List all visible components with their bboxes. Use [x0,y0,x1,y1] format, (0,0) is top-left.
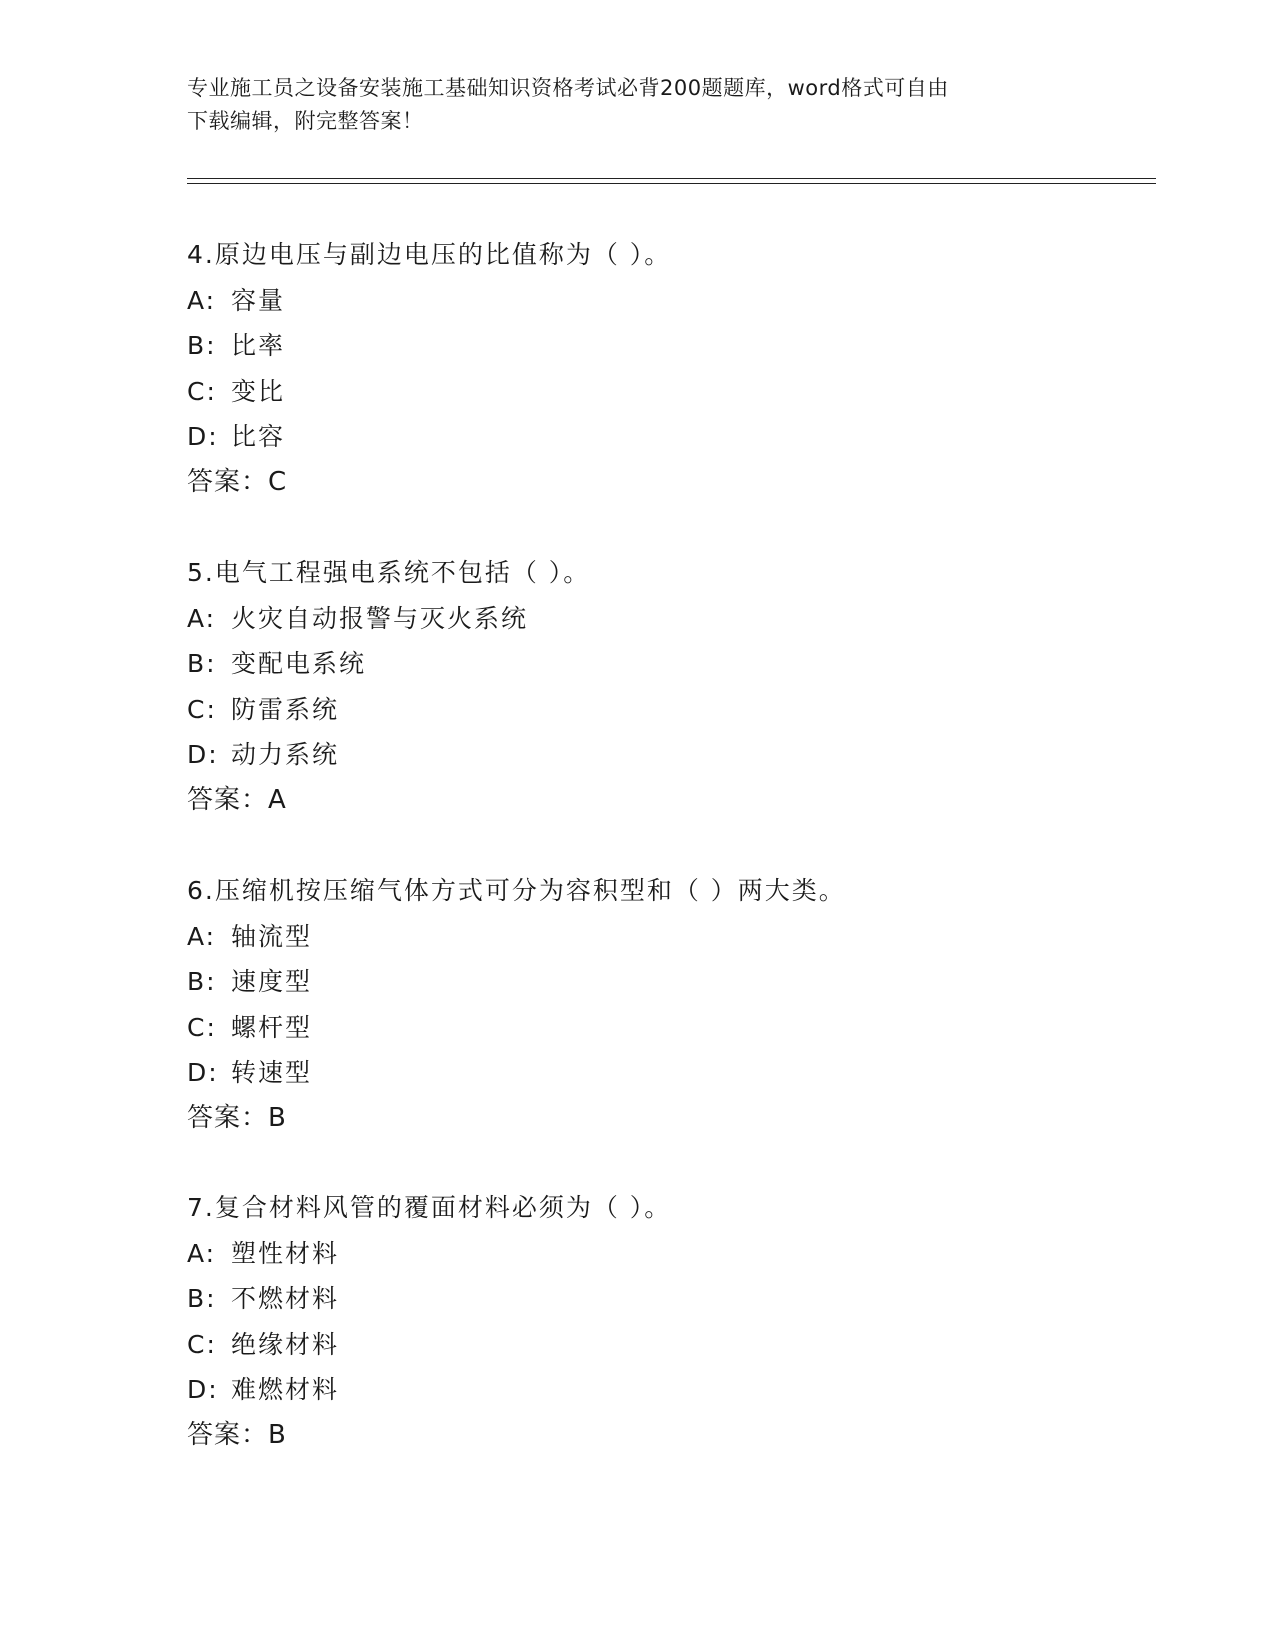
option-text: 变配电系统 [231,649,367,678]
option-text: 不燃材料 [231,1284,340,1313]
option-text: 绝缘材料 [231,1329,340,1359]
option-a [187,278,1087,324]
option-text: 转速型 [231,1058,313,1087]
option-a [187,596,1087,642]
header-line-1: 专业施工员之设备安装施工基础知识资格考试必背200题题库，word格式可自由 [187,76,949,100]
option-text: 比容 [231,422,286,451]
question-block [187,868,1087,1141]
answer-line: 答案：C [187,466,288,497]
question-stem: 6.压缩机按压缩气体方式可分为容积型和（ ）两大类。 [187,876,846,905]
option-text: 轴流型 [231,921,313,951]
header-divider-top [187,178,1156,179]
question-stem: 7.复合材料风管的覆面材料必须为（ ）。 [187,1193,672,1222]
option-letter: C: [187,694,217,724]
header-line-2: 下载编辑，附完整答案！ [187,109,424,133]
option-c [187,687,1087,733]
header-divider-bottom [187,183,1156,184]
option-a [187,1231,1087,1277]
option-letter: A: [187,285,217,315]
option-letter: B: [187,967,217,996]
option-d [187,1050,1087,1096]
option-b [187,1276,1087,1322]
option-letter: D: [187,740,219,769]
option-text: 难燃材料 [231,1375,340,1404]
option-letter: B: [187,331,217,360]
question-stem: 4.原边电压与副边电压的比值称为（ ）。 [187,240,672,269]
option-b [187,959,1087,1005]
option-c [187,369,1087,415]
option-d [187,1367,1087,1413]
option-text: 防雷系统 [231,694,340,724]
option-letter: D: [187,422,219,451]
option-c [187,1005,1087,1051]
option-text: 塑性材料 [231,1238,340,1268]
answer-line: 答案：B [187,1419,287,1450]
question-stem: 5.电气工程强电系统不包括（ ）。 [187,558,591,587]
option-letter: C: [187,1012,217,1042]
option-text: 速度型 [231,967,313,996]
document-header [187,72,1067,138]
option-text: 容量 [231,285,286,315]
option-letter: B: [187,1284,217,1313]
option-b [187,641,1087,687]
option-d [187,414,1087,460]
option-d [187,732,1087,778]
option-letter: D: [187,1058,219,1087]
option-letter: C: [187,1329,217,1359]
option-letter: D: [187,1375,219,1404]
answer-line: 答案：B [187,1102,287,1133]
option-letter: C: [187,376,217,406]
option-text: 螺杆型 [231,1012,313,1042]
option-letter: A: [187,603,217,633]
option-b [187,323,1087,369]
option-text: 比率 [231,331,286,360]
option-a [187,914,1087,960]
option-text: 动力系统 [231,740,340,769]
option-letter: B: [187,649,217,678]
question-block [187,1185,1087,1458]
option-letter: A: [187,921,217,951]
option-c [187,1322,1087,1368]
question-block [187,232,1087,505]
option-text: 变比 [231,376,286,406]
option-text: 火灾自动报警与灭火系统 [231,603,529,633]
option-letter: A: [187,1238,217,1268]
answer-line: 答案：A [187,784,287,815]
question-block [187,550,1087,823]
